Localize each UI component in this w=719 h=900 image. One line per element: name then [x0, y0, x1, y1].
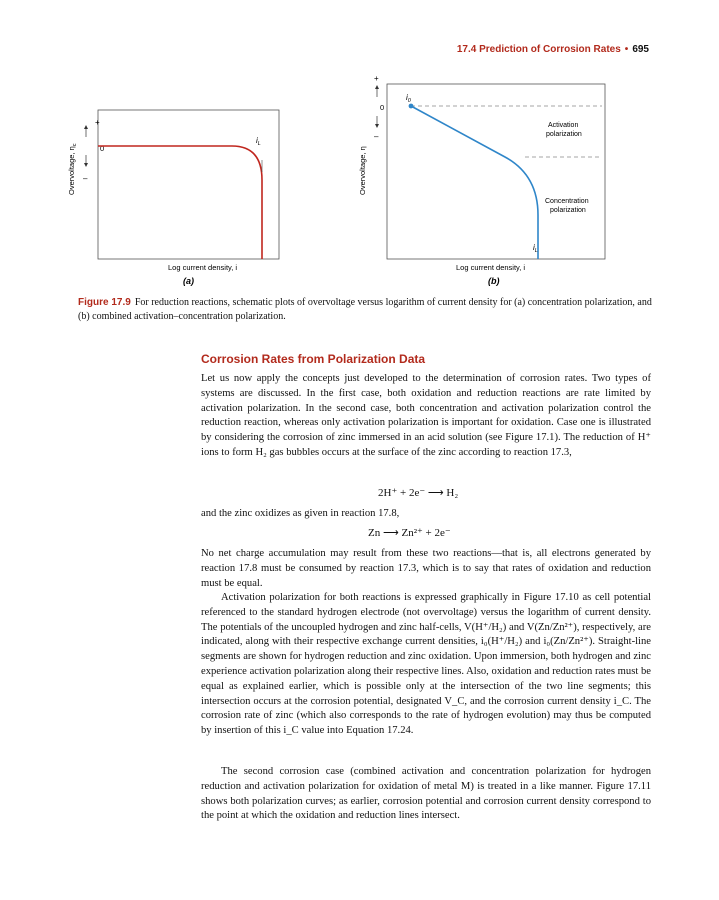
panel-b-concentration-line1: Concentration — [545, 198, 589, 205]
panel-b-minus: – — [374, 132, 379, 141]
paragraph-5: The second corrosion case (combined activation and concentration polarization for hydrogen reduction and activation polarization for oxidation of metal M) is treated in a like manner. Figure 17.11 shows both polarization curves; as earlier, corrosion potential and corrosion current density correspond to the point at which the oxidation and reduction lines intersect. — [201, 766, 651, 822]
equation-1: 2H⁺ + 2e⁻ ⟶ H₂ — [378, 487, 459, 499]
panel-a-frame — [98, 110, 279, 259]
panel-a — [67, 110, 279, 286]
paragraph-3: No net charge accumulation may result from these two reactions—that is, all electrons generated by reaction 17.8 must be consumed by reaction 17.3, which is to say that rates of oxidation and reduction must be equal. — [201, 548, 651, 589]
panel-a-ylabel: Overvoltage, $\eta_c$ — [67, 143, 78, 195]
panel-a-down-arrowhead — [84, 163, 88, 167]
paragraph-1: Let us now apply the concepts just developed to the determination of corrosion rates. Two types of systems are discussed. In the first case, both oxidation and reduction reactions are rate limited by activation polarization. In the second case, both concentration and activation polarization control the reduction reaction, whereas only activation polarization is important for oxidation. Case one is illustrated by considering the corrosion of zinc immersed in an acid solution (see Figure 17.1). The reduction of H⁺ ions to form H₂ gas bubbles occurs at the surface of the zinc according to reaction 17.3, — [201, 373, 651, 458]
figure-caption — [78, 296, 658, 324]
caption-label: Figure 17.9 — [78, 297, 131, 308]
figure-17-9 — [0, 0, 719, 300]
panel-b-label: (b) — [488, 276, 500, 286]
panel-a-zero: 0 — [100, 144, 105, 153]
panel-b-activation-line1: Activation — [548, 122, 579, 129]
header-section: 17.4 Prediction of Corrosion Rates — [456, 44, 621, 55]
header-bullet: • — [624, 44, 629, 55]
panel-b-up-arrowhead — [375, 85, 379, 89]
section-title: Corrosion Rates from Polarization Data — [201, 352, 426, 366]
panel-b-down-arrowhead — [375, 124, 379, 128]
page-number: 695 — [632, 44, 649, 55]
panel-b-curve — [411, 106, 538, 259]
panel-b — [358, 74, 605, 286]
panel-b-il-label: $i_L$ — [533, 243, 538, 254]
panel-a-curve — [98, 146, 262, 259]
panel-a-xlabel: Log current density, i — [168, 263, 238, 272]
paragraph-2: and the zinc oxidizes as given in reaction 17.8, — [201, 508, 400, 519]
panel-b-zero: 0 — [380, 103, 385, 112]
panel-b-ylabel: Overvoltage, η — [358, 146, 367, 195]
caption-text: For reduction reactions, schematic plots of overvoltage versus logarithm of current density for (a) concentration polarization, and (b) combined activation–concentration polarization. — [78, 297, 652, 322]
panel-a-minus: – — [83, 174, 88, 183]
panel-a-up-arrowhead — [84, 125, 88, 129]
panel-b-plus: + — [374, 74, 379, 83]
panel-b-concentration-line2: polarization — [550, 207, 586, 214]
panel-a-label: (a) — [183, 276, 194, 286]
panel-a-plus: + — [95, 118, 100, 127]
equation-2: Zn ⟶ Zn²⁺ + 2e⁻ — [368, 527, 451, 539]
panel-b-activation-line2: polarization — [546, 131, 582, 138]
panel-b-i0-label: $i_0$ — [406, 93, 411, 104]
panel-b-xlabel: Log current density, i — [456, 263, 526, 272]
panel-a-il-label: $i_L$ — [256, 136, 261, 147]
paragraph-4: Activation polarization for both reactions is expressed graphically in Figure 17.10 as cell potential referenced to the standard hydrogen electrode (not overvoltage) versus the logarithm of current density. The potentials of the uncoupled hydrogen and zinc half-cells, V(H⁺/H₂) and V(Zn/Zn²⁺), respectively, are indicated, along with their respective exchange current densities, i₀(H⁺/H₂) and i₀(Zn/Zn²⁺). Straight-line segments are shown for hydrogen reduction and zinc oxidation. Upon immersion, both hydrogen and zinc experience activation polarization along their respective lines. Also, oxidation and reduction rates must be equal as explained earlier, which is possible only at the intersection of the two line segments; this intersection occurs at the corrosion potential, designated V_C, and the corrosion current density i_C. The corrosion rate of zinc (which also corresponds to the rate of hydrogen evolution) may thus be computed by insertion of this i_C value into Equation 17.24. — [201, 592, 651, 737]
